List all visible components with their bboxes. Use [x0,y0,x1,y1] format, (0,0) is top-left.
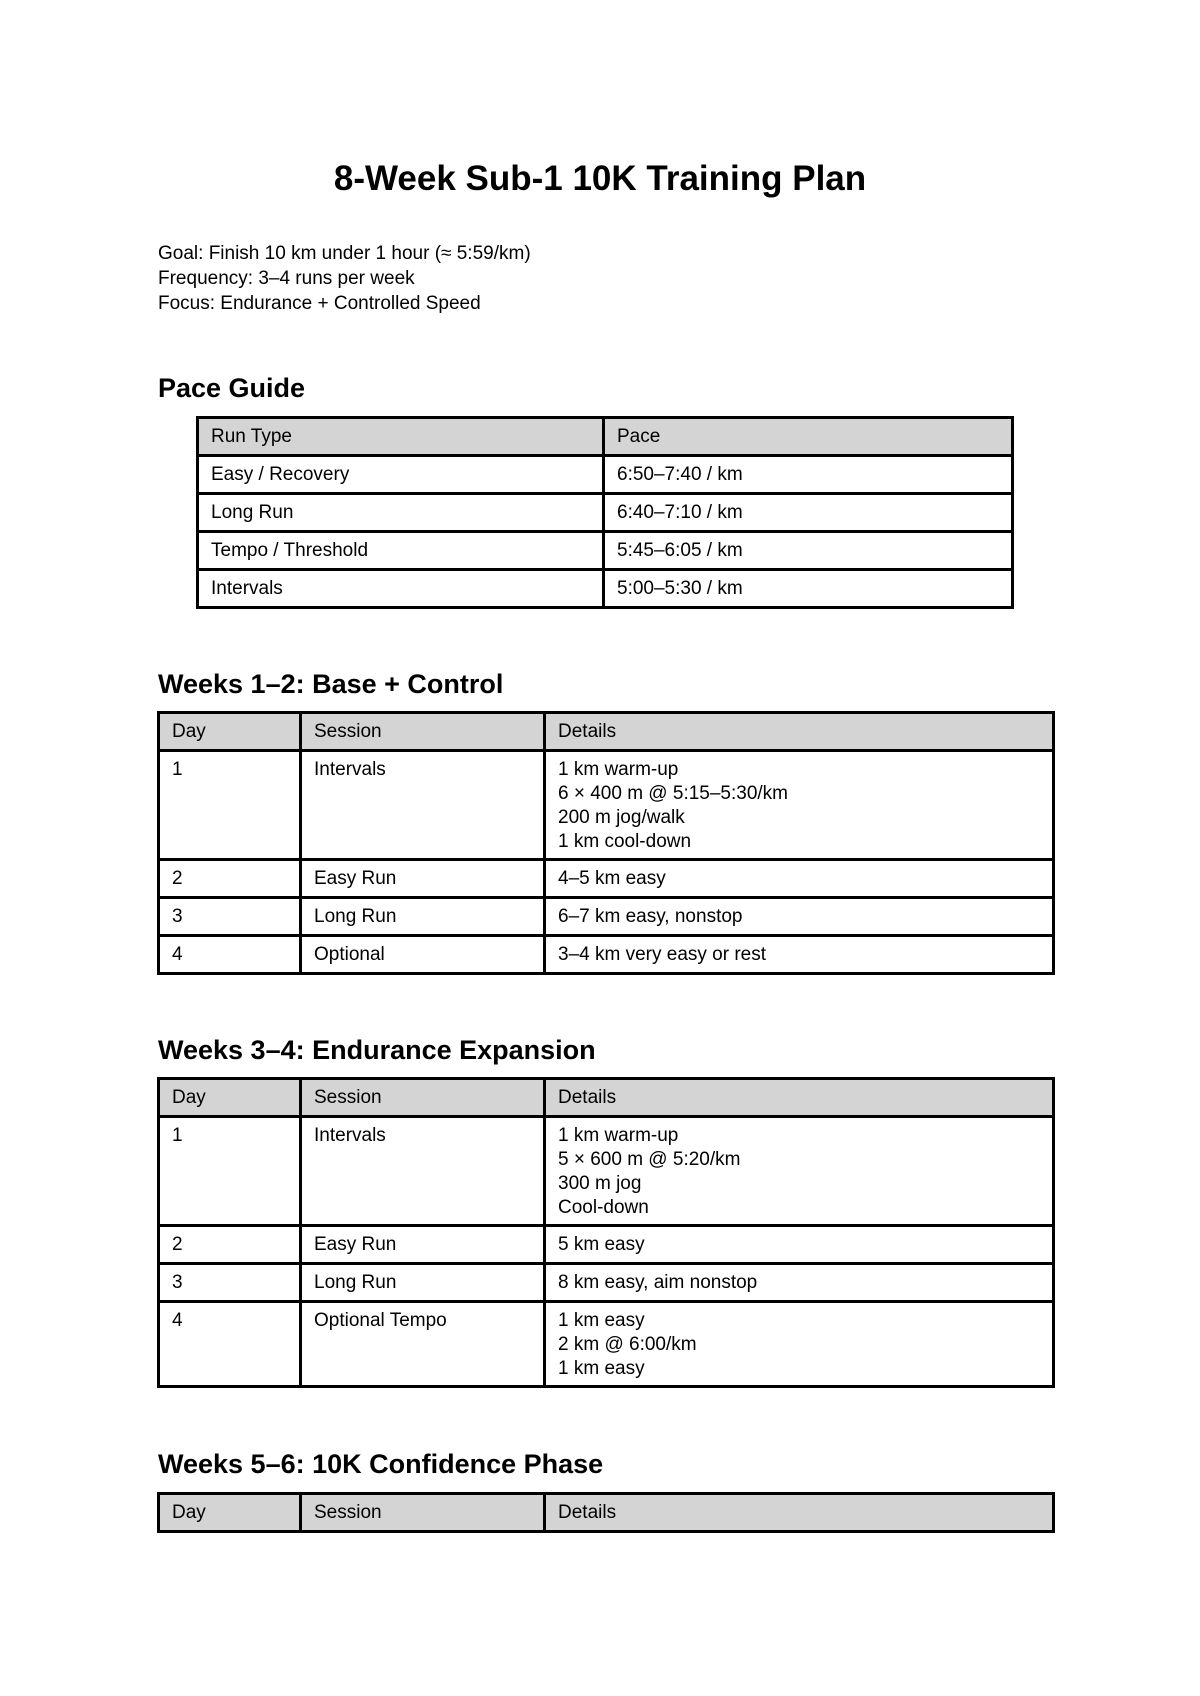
session-cell: Easy Run [301,1226,545,1264]
plan-summary [158,241,531,316]
column-header-details: Details [545,1079,1054,1117]
weeks-3-4-table [157,1077,1055,1388]
column-header-run-type: Run Type [198,418,604,456]
details-cell [545,1302,1054,1387]
column-header-session: Session [301,713,545,751]
details-cell [545,936,1054,974]
table-header-row [159,1494,1054,1532]
detail-line: 300 m jog [558,1173,642,1194]
details-cell [545,898,1054,936]
table-row [198,570,1013,608]
detail-line: 5 km easy [558,1234,645,1255]
table-header-row [198,418,1013,456]
table-header-row [159,713,1054,751]
detail-line: Cool-down [558,1197,649,1218]
details-cell [545,1117,1054,1226]
detail-line: 1 km warm-up [558,759,679,780]
column-header-session: Session [301,1079,545,1117]
pace-cell: 6:50–7:40 / km [604,456,1013,494]
table-row [198,532,1013,570]
details-cell [545,1264,1054,1302]
pace-cell: 5:45–6:05 / km [604,532,1013,570]
run-type-cell: Intervals [198,570,604,608]
frequency-line: Frequency: 3–4 runs per week [158,268,415,289]
details-cell [545,751,1054,860]
day-cell: 2 [159,1226,301,1264]
weeks-1-2-heading: Weeks 1–2: Base + Control [158,669,504,699]
day-cell: 4 [159,1302,301,1387]
pace-guide-table [196,416,1014,609]
table-row [159,860,1054,898]
run-type-cell: Tempo / Threshold [198,532,604,570]
table-row [159,898,1054,936]
detail-line: 1 km cool-down [558,831,692,852]
day-cell: 3 [159,1264,301,1302]
goal-line: Goal: Finish 10 km under 1 hour (≈ 5:59/km) [158,243,531,264]
session-cell: Intervals [301,751,545,860]
column-header-day: Day [159,1494,301,1532]
detail-line: 6 × 400 m @ 5:15–5:30/km [558,783,789,804]
weeks-5-6-heading: Weeks 5–6: 10K Confidence Phase [158,1449,604,1479]
detail-line: 1 km warm-up [558,1125,679,1146]
day-cell: 1 [159,1117,301,1226]
document-title: 8-Week Sub-1 10K Training Plan [333,159,867,198]
detail-line: 3–4 km very easy or rest [558,944,767,965]
table-row [159,1264,1054,1302]
table-row [198,494,1013,532]
table-header-row [159,1079,1054,1117]
details-cell [545,860,1054,898]
table-row [198,456,1013,494]
day-cell: 3 [159,898,301,936]
session-cell: Long Run [301,1264,545,1302]
detail-line: 1 km easy [558,1310,645,1331]
table-row [159,1226,1054,1264]
day-cell: 1 [159,751,301,860]
focus-line: Focus: Endurance + Controlled Speed [158,293,481,314]
column-header-pace: Pace [604,418,1013,456]
detail-line: 2 km @ 6:00/km [558,1334,697,1355]
session-cell: Long Run [301,898,545,936]
pace-cell: 5:00–5:30 / km [604,570,1013,608]
table-row [159,1117,1054,1226]
session-cell: Easy Run [301,860,545,898]
pace-guide-heading: Pace Guide [158,373,306,403]
detail-line: 200 m jog/walk [558,807,685,828]
detail-line: 8 km easy, aim nonstop [558,1272,758,1293]
day-cell: 4 [159,936,301,974]
weeks-3-4-heading: Weeks 3–4: Endurance Expansion [158,1035,596,1065]
session-cell: Optional [301,936,545,974]
pace-cell: 6:40–7:10 / km [604,494,1013,532]
column-header-day: Day [159,1079,301,1117]
column-header-session: Session [301,1494,545,1532]
table-row [159,1302,1054,1387]
detail-line: 5 × 600 m @ 5:20/km [558,1149,741,1170]
run-type-cell: Long Run [198,494,604,532]
detail-line: 1 km easy [558,1358,645,1379]
column-header-details: Details [545,1494,1054,1532]
detail-line: 6–7 km easy, nonstop [558,906,743,927]
run-type-cell: Easy / Recovery [198,456,604,494]
table-row [159,936,1054,974]
weeks-1-2-table [157,711,1055,975]
weeks-5-6-table [157,1492,1055,1533]
session-cell: Optional Tempo [301,1302,545,1387]
day-cell: 2 [159,860,301,898]
column-header-details: Details [545,713,1054,751]
session-cell: Intervals [301,1117,545,1226]
column-header-day: Day [159,713,301,751]
table-row [159,751,1054,860]
details-cell [545,1226,1054,1264]
detail-line: 4–5 km easy [558,868,666,889]
